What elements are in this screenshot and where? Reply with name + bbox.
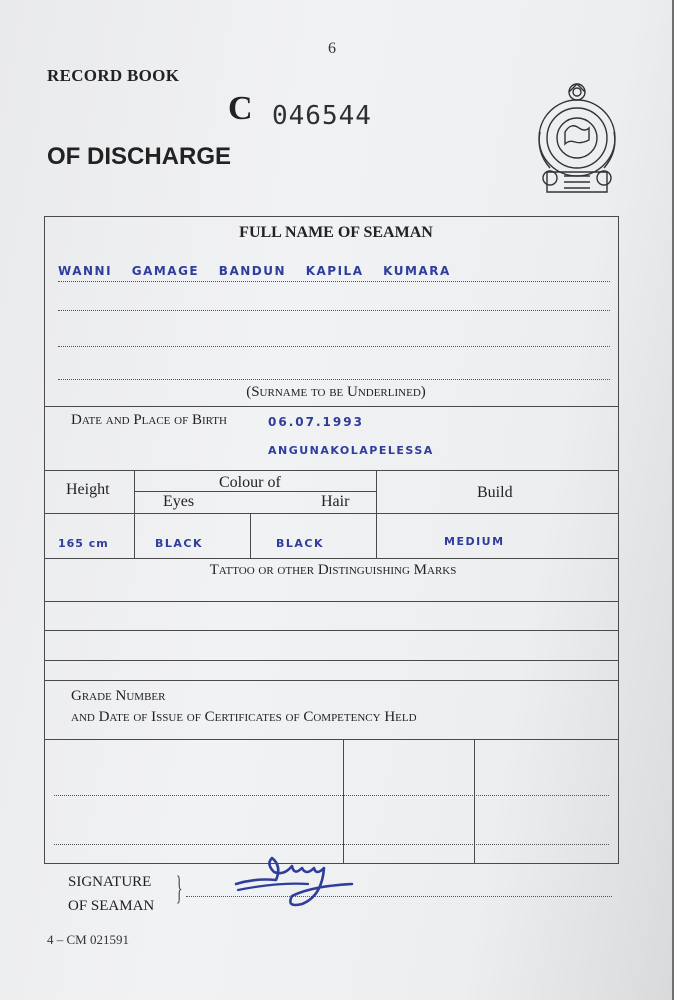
hair-label: Hair [321,493,350,510]
sri-lanka-emblem-icon [532,72,622,200]
footer-code: 4 – CM 021591 [47,932,129,947]
rule-grade-header [44,739,619,740]
page-number: 6 [328,40,336,57]
name-line-1 [58,281,610,282]
rule-tattoo-3 [44,660,619,661]
eyes-value: BLACK [155,537,204,550]
grade-label-2: and Date of Issue of Certificates of Competency Held [71,709,417,725]
rule-tattoo-4 [44,680,619,681]
full-name-value: WANNI GAMAGE BANDUN KAPILA KUMARA [58,264,451,278]
serial-number: 046544 [272,101,372,131]
hair-value: BLACK [276,537,325,550]
signature-label-2: OF SEAMAN [68,898,155,914]
rule-birth-section [44,470,619,471]
tattoo-label: Tattoo or other Distinguishing Marks [209,562,457,578]
signature-brace: } [175,870,183,907]
rule-attributes-values [44,558,619,559]
name-line-3 [58,346,610,347]
dob-value: 06.07.1993 [268,415,364,429]
rule-grade-col-1 [343,739,344,864]
signature-label-1: SIGNATURE [68,874,152,890]
grade-line-2 [54,844,609,845]
serial-letter: C [228,90,253,127]
colour-of-label: Colour of [219,474,281,491]
name-line-2 [58,310,610,311]
full-name-label: FULL NAME OF SEAMAN [239,224,433,241]
rule-eyes-col [250,513,251,558]
birthplace-value: ANGUNAKOLAPELESSA [268,444,434,457]
seaman-details-form [44,216,619,864]
grade-line-1 [54,795,609,796]
record-book-title: RECORD BOOK [47,66,180,85]
rule-hair-col [376,470,377,558]
grade-label-1: Grade Number [71,688,166,704]
height-label: Height [66,481,110,498]
eyes-label: Eyes [163,493,195,510]
build-value: MEDIUM [444,535,505,548]
rule-attributes-header [44,513,619,514]
rule-grade-col-2 [474,739,475,864]
rule-height-col [134,470,135,558]
rule-name-section [44,406,619,407]
rule-tattoo-1 [44,601,619,602]
build-label: Build [477,484,513,501]
handwritten-signature [230,852,380,922]
surname-note: (Surname to be Underlined) [246,384,426,400]
rule-tattoo-2 [44,630,619,631]
height-value: 165 cm [58,537,109,550]
of-discharge-title: OF DISCHARGE [47,143,232,170]
name-line-4 [58,379,610,380]
dob-label: Date and Place of Birth [71,412,227,428]
